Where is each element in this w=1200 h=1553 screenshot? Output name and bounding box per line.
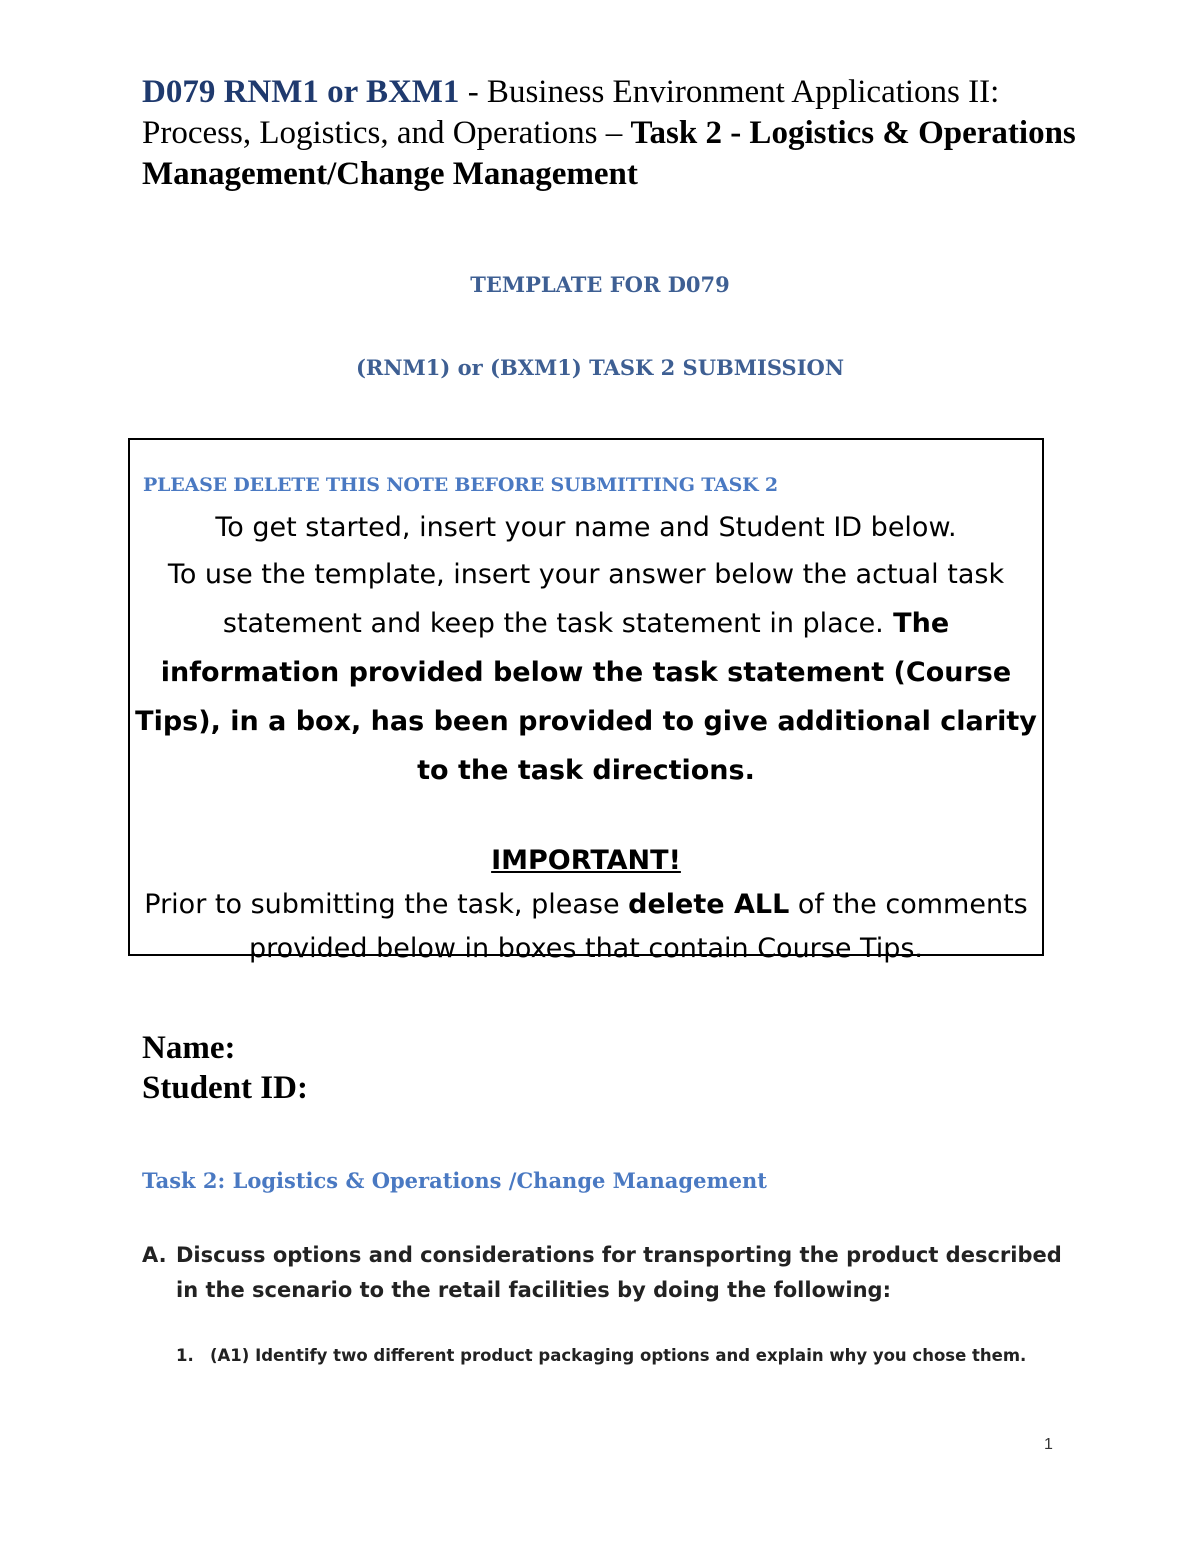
note-heading: PLEASE DELETE THIS NOTE BEFORE SUBMITTING TASK 2 — [143, 474, 778, 496]
note-important: IMPORTANT! — [491, 845, 681, 876]
template-title: TEMPLATE FOR D079 — [470, 272, 730, 297]
note-info-bold: The information provided below the task statement (Course Tips), in a box, has been provided to give additional clarity to the task directions. — [135, 608, 1037, 786]
note-get-started: To get started, insert your name and Student ID below. — [215, 512, 957, 543]
item-1-marker: 1. — [176, 1346, 194, 1365]
student-id-label: Student ID: — [142, 1070, 308, 1106]
note-template-instructions — [130, 550, 1042, 795]
item-1-text: (A1) Identify two different product packaging options and explain why you chose them. — [210, 1346, 1027, 1365]
note-prior-end: of the comments provided below in boxes that contain Course Tips. — [249, 889, 1028, 964]
course-code: D079 RNM1 or BXM1 — [142, 74, 460, 110]
task-heading: Task 2: Logistics & Operations /Change Management — [142, 1168, 768, 1193]
name-label: Name: — [142, 1030, 236, 1066]
note-body — [130, 506, 1042, 971]
note-prior-bold: delete ALL — [628, 889, 790, 920]
task-title: Task 2 - Logistics & Operations Management/Change Management — [142, 115, 1076, 192]
note-prior-start: Prior to submitting the task, please — [144, 889, 629, 920]
submission-title: (RNM1) or (BXM1) TASK 2 SUBMISSION — [355, 355, 845, 380]
instruction-note-box — [128, 438, 1044, 964]
item-a-text: Discuss options and considerations for transporting the product described in the scenario to the retail facilities by doing the following: — [176, 1243, 1062, 1302]
page-number: 1 — [1044, 1436, 1053, 1453]
course-title: - Business Environment Applications II: Process, Logistics, and Operations – — [142, 74, 1000, 151]
task-item-a — [142, 1238, 1062, 1308]
note-prior-submission — [130, 883, 1042, 971]
task-item-a1 — [176, 1346, 1076, 1365]
note-use-template: To use the template, insert your answer below the actual task statement and keep the task statement in place. — [167, 559, 1005, 639]
document-title — [142, 72, 1102, 195]
item-a-marker: A. — [142, 1243, 167, 1267]
